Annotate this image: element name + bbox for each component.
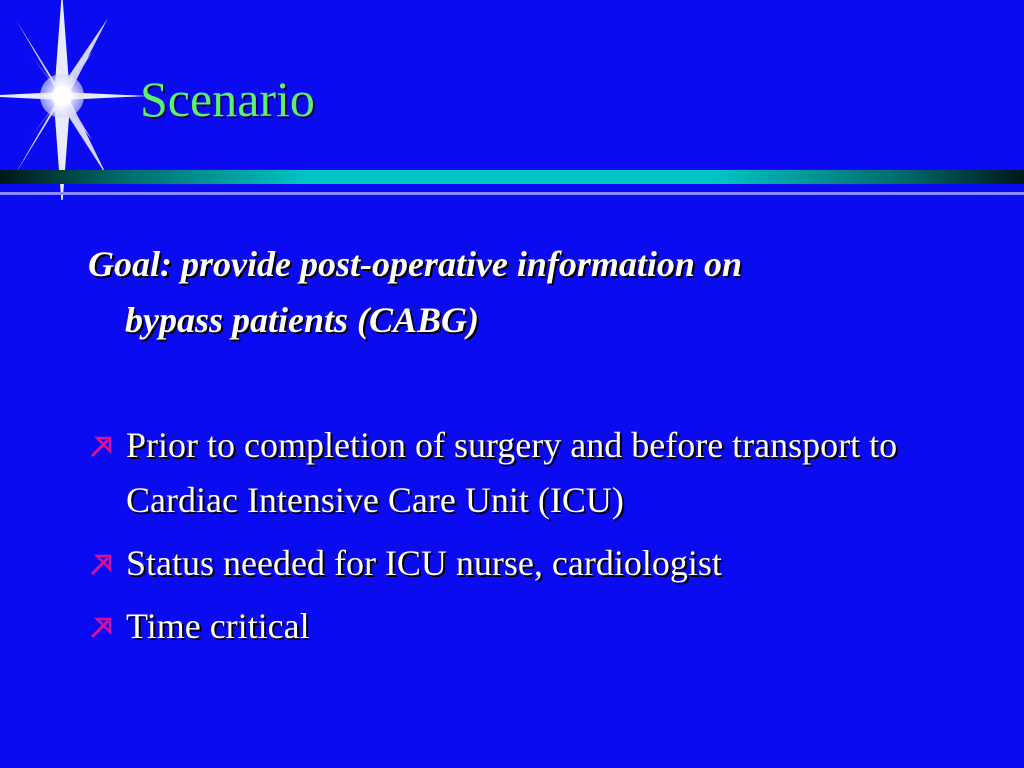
bullet-list (88, 418, 988, 654)
bullet-text: Status needed for ICU nurse, cardiologist (126, 543, 722, 583)
goal-line-2: bypass patients (CABG) (125, 300, 480, 340)
bullet-text: Prior to completion of surgery and before transport to Cardiac Intensive Care Unit (ICU) (126, 425, 898, 520)
arrow-up-right-icon (88, 434, 114, 460)
arrow-up-right-icon (88, 615, 114, 641)
arrow-up-right-icon (88, 552, 114, 578)
bullet-text: Time critical (126, 606, 310, 646)
title-divider (0, 168, 1024, 200)
bullet-item (88, 418, 988, 528)
goal-statement (88, 236, 968, 348)
slide-title: Scenario (140, 71, 315, 127)
goal-line-1: Goal: provide post-operative information on (88, 244, 742, 284)
bullet-item (88, 536, 988, 591)
bullet-item (88, 599, 988, 654)
